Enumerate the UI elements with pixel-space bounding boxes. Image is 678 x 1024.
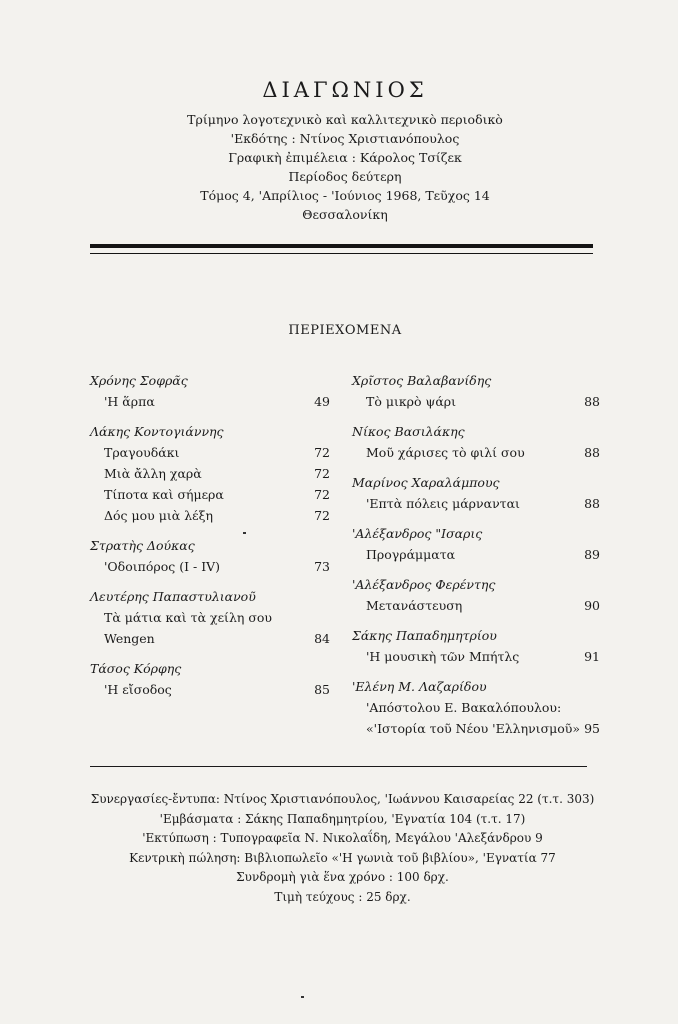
work-title: Τὸ μικρὸ ψάρι: [366, 394, 457, 409]
entry-work: [90, 679, 330, 700]
work-page: 90: [584, 598, 600, 613]
divider-thick: [90, 244, 593, 248]
entry-work: [90, 607, 330, 628]
entry-work: [352, 442, 600, 463]
work-page: 49: [314, 394, 330, 409]
entry-work: [352, 544, 600, 565]
entry-author: Τάσος Κόρφης: [90, 661, 182, 676]
masthead-subtitle: Τρίμηνο λογοτεχνικὸ καὶ καλλιτεχνικὸ περιοδικὸ: [187, 112, 503, 127]
contents-left-column: [90, 370, 330, 709]
entry-work: [90, 484, 330, 505]
work-page: 95: [584, 721, 600, 736]
contents-entry: [90, 658, 330, 700]
colophon-central-sales: Κεντρικὴ πώληση: Βιβλιοπωλεῖο «'Η γωνιὰ τοῦ βιβλίου», 'Εγνατία 77: [129, 850, 556, 865]
masthead-city: Θεσσαλονίκη: [302, 207, 388, 222]
entry-work: [90, 628, 330, 649]
entry-author: Σάκης Παπαδημητρίου: [352, 628, 497, 643]
entry-author: Νίκος Βασιλάκης: [352, 424, 465, 439]
masthead-graphic-design: Γραφικὴ ἐπιμέλεια : Κάρολος Τσίζεκ: [228, 150, 462, 165]
colophon-subscription: Συνδρομὴ γιὰ ἕνα χρόνο : 100 δρχ.: [236, 870, 449, 884]
contents-entry: [90, 535, 330, 577]
contents-entry: [352, 676, 600, 739]
entry-work: [352, 718, 600, 739]
entry-author: 'Αλέξανδρος "Ισαρις: [352, 526, 483, 541]
work-title: Προγράμματα: [366, 547, 456, 562]
entry-author: Στρατὴς Δούκας: [90, 538, 195, 553]
masthead-publisher: 'Εκδότης : Ντίνος Χριστιανόπουλος: [230, 131, 460, 146]
divider-bottom: [90, 766, 587, 767]
work-page: 84: [314, 631, 330, 646]
entry-work: [352, 493, 600, 514]
entry-work: [90, 556, 330, 577]
work-title: 'Η εἴσοδος: [104, 682, 172, 697]
contents-entry: [352, 370, 600, 412]
contents-entry: [90, 421, 330, 526]
work-page: 91: [584, 649, 600, 664]
work-title: Wengen: [104, 631, 155, 646]
contents-entry: [352, 574, 600, 616]
entry-work: [352, 391, 600, 412]
entry-author: Χρῖστος Βαλαβανίδης: [352, 373, 492, 388]
entry-author: 'Αλέξανδρος Φερέντης: [352, 577, 496, 592]
colophon-printing: 'Εκτύπωση : Τυπογραφεῖα Ν. Νικολαΐδη, Μεγάλου 'Αλεξάνδρου 9: [142, 831, 543, 845]
work-page: 88: [584, 496, 600, 511]
work-page: 85: [314, 682, 330, 697]
entry-work: [90, 442, 330, 463]
colophon-contributions: Συνεργασίες-ἔντυπα: Ντίνος Χριστιανόπουλος, 'Ιωάννου Καισαρείας 22 (τ.τ. 303): [90, 792, 595, 806]
contents-entry: [352, 421, 600, 463]
work-page: 88: [584, 445, 600, 460]
work-title: Τίποτα καὶ σήμερα: [104, 487, 224, 502]
entry-author: 'Ελένη Μ. Λαζαρίδου: [352, 679, 487, 694]
entry-work: [352, 646, 600, 667]
work-title: Δός μου μιὰ λέξη: [104, 508, 213, 523]
masthead-period: Περίοδος δεύτερη: [288, 169, 402, 184]
ink-speck: [243, 532, 246, 534]
colophon-issue-price: Τιμὴ τεύχους : 25 δρχ.: [274, 889, 411, 904]
contents-heading: ΠΕΡΙΕΧΟΜΕΝΑ: [288, 323, 402, 338]
contents-right-column: [352, 370, 600, 748]
work-page: 72: [314, 445, 330, 460]
work-page: 88: [584, 394, 600, 409]
work-title: 'Η μουσικὴ τῶν Μπήτλς: [366, 649, 520, 664]
work-page: 89: [584, 547, 600, 562]
work-title: «'Ιστορία τοῦ Νέου 'Ελληνισμοῦ»: [366, 721, 581, 736]
work-page: 72: [314, 508, 330, 523]
contents-entry: [90, 370, 330, 412]
entry-author: Λευτέρης Παπαστυλιανοῦ: [90, 589, 256, 604]
entry-work: [352, 595, 600, 616]
work-title: 'Επτὰ πόλεις μάρνανται: [366, 496, 520, 511]
work-title: Τὰ μάτια καὶ τὰ χείλη σου: [104, 610, 272, 625]
magazine-title: ΔΙΑΓΩΝΙΟΣ: [262, 78, 428, 102]
colophon: [80, 790, 605, 907]
work-page: 72: [314, 487, 330, 502]
work-title: 'Απόστολου Ε. Βακαλόπουλου:: [366, 700, 562, 715]
contents-entry: [352, 625, 600, 667]
work-title: Μιὰ ἄλλη χαρὰ: [104, 466, 202, 481]
work-page: 72: [314, 466, 330, 481]
entry-work: [90, 505, 330, 526]
contents-entry: [352, 472, 600, 514]
work-title: Μοῦ χάρισες τὸ φιλί σου: [366, 445, 525, 460]
colophon-remittances: 'Εμβάσματα : Σάκης Παπαδημητρίου, 'Εγνατία 104 (τ.τ. 17): [159, 811, 526, 826]
contents-entry: [352, 523, 600, 565]
work-title: Τραγουδάκι: [104, 445, 180, 460]
entry-work: [352, 697, 600, 718]
masthead-volume-issue: Τόμος 4, 'Απρίλιος - 'Ιούνιος 1968, Τεῦχος 14: [200, 188, 490, 203]
entry-work: [90, 391, 330, 412]
entry-author: Λάκης Κοντογιάννης: [90, 424, 224, 439]
entry-author: Μαρίνος Χαραλάμπους: [352, 475, 500, 490]
entry-author: Χρόνης Σοφρᾶς: [90, 373, 188, 388]
work-title: 'Η ἅρπα: [104, 394, 155, 409]
masthead: [80, 78, 610, 224]
divider-thin: [90, 253, 593, 254]
work-title: Μετανάστευση: [366, 598, 463, 613]
work-page: 73: [314, 559, 330, 574]
work-title: 'Οδοιπόρος (I - IV): [104, 559, 221, 574]
entry-work: [90, 463, 330, 484]
ink-speck: [301, 996, 304, 998]
contents-entry: [90, 586, 330, 649]
